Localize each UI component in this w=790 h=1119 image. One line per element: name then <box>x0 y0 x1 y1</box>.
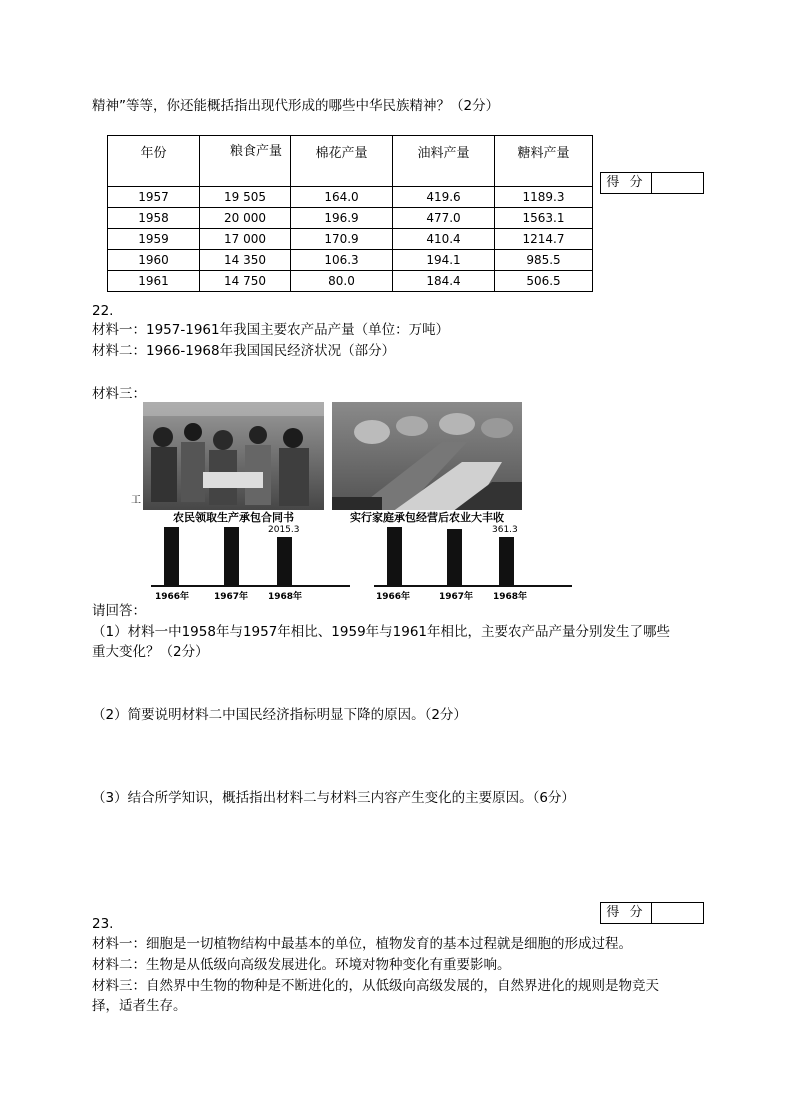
table-cell: 477.0 <box>393 208 495 229</box>
table-cell: 184.4 <box>393 271 495 292</box>
header-cotton: 棉花产量 <box>291 136 393 187</box>
q23-material3-line2: 择，适者生存。 <box>92 998 187 1014</box>
table-cell: 1960 <box>108 250 200 271</box>
chart-left-ylabel: 工 <box>131 495 141 506</box>
photo-harvest <box>332 402 522 526</box>
table-cell: 194.1 <box>393 250 495 271</box>
header-sugar: 糖料产量 <box>495 136 593 187</box>
table-cell: 1958 <box>108 208 200 229</box>
chart-left-axis <box>151 585 350 587</box>
table-cell: 80.0 <box>291 271 393 292</box>
q23-material2: 材料二：生物是从低级向高级发展进化。环境对物种变化有重要影响。 <box>92 957 511 973</box>
q22-number: 22. <box>92 303 114 319</box>
table-row <box>108 250 593 271</box>
table-row <box>108 208 593 229</box>
table-cell: 14 350 <box>200 250 291 271</box>
table-row <box>108 271 593 292</box>
table-cell: 1214.7 <box>495 229 593 250</box>
chart-left-value-1968: 2015.3 <box>268 525 300 535</box>
score-label: 得 分 <box>601 173 652 193</box>
table-cell: 106.3 <box>291 250 393 271</box>
photo-right-caption: 实行家庭承包经营后农业大丰收 <box>332 510 522 526</box>
table-cell: 985.5 <box>495 250 593 271</box>
table-cell: 410.4 <box>393 229 495 250</box>
score-label: 得 分 <box>601 903 652 923</box>
header-grain: 粮食产量 <box>200 136 291 187</box>
q22-sub3: （3）结合所学知识，概括指出材料二与材料三内容产生变化的主要原因。（6分） <box>92 790 575 806</box>
table-cell: 1961 <box>108 271 200 292</box>
please-answer: 请回答： <box>92 603 146 619</box>
chart-left-tick-1966: 1966年 <box>155 592 190 602</box>
score-input[interactable] <box>652 903 703 923</box>
table-cell: 164.0 <box>291 187 393 208</box>
score-box-1 <box>600 172 704 194</box>
q23-material3-line1: 材料三：自然界中生物的物种是不断进化的，从低级向高级发展的，自然界进化的规则是物竞天 <box>92 978 659 994</box>
table-cell: 419.6 <box>393 187 495 208</box>
photo-left-caption: 农民领取生产承包合同书 <box>143 510 324 526</box>
table-cell: 170.9 <box>291 229 393 250</box>
table-row <box>108 229 593 250</box>
chart-left-bar-1967 <box>224 527 239 585</box>
chart-left-bar-1968 <box>277 537 292 585</box>
table-cell: 19 505 <box>200 187 291 208</box>
photo-contract-signing <box>143 402 324 526</box>
q22-material3: 材料三： <box>92 386 146 402</box>
q22-material1: 材料一：1957-1961年我国主要农产品产量（单位：万吨） <box>92 322 450 338</box>
chart-right-tick-1967: 1967年 <box>439 592 474 602</box>
table-cell: 17 000 <box>200 229 291 250</box>
table-cell: 1957 <box>108 187 200 208</box>
q22-sub1-line2: 重大变化？（2分） <box>92 644 209 660</box>
table-row <box>108 187 593 208</box>
photo-harvest-image <box>332 402 522 526</box>
table-cell: 14 750 <box>200 271 291 292</box>
table-cell: 1959 <box>108 229 200 250</box>
header-oil: 油料产量 <box>393 136 495 187</box>
chart-right-tick-1968: 1968年 <box>493 592 528 602</box>
table-cell: 1563.1 <box>495 208 593 229</box>
chart-right-axis <box>374 585 572 587</box>
chart-right-tick-1966: 1966年 <box>376 592 411 602</box>
q22-sub2: （2）简要说明材料二中国民经济指标明显下降的原因。（2分） <box>92 707 467 723</box>
table-cell: 506.5 <box>495 271 593 292</box>
chart-right-value-1968: 361.3 <box>492 525 518 535</box>
q22-material2: 材料二：1966-1968年我国国民经济状况（部分） <box>92 343 396 359</box>
chart-right-bar-1966 <box>387 527 402 585</box>
q23-number: 23. <box>92 916 114 932</box>
header-year: 年份 <box>108 136 200 187</box>
score-input[interactable] <box>652 173 703 193</box>
table-cell: 20 000 <box>200 208 291 229</box>
table-cell: 1189.3 <box>495 187 593 208</box>
table-header-row <box>108 136 593 187</box>
agri-output-table <box>107 135 593 292</box>
chart-right-bar-1967 <box>447 529 462 585</box>
chart-right-bar-1968 <box>499 537 514 585</box>
photo-contract-image <box>143 402 324 526</box>
chart-left-bar-1966 <box>164 527 179 585</box>
table-cell: 196.9 <box>291 208 393 229</box>
chart-left-tick-1967: 1967年 <box>214 592 249 602</box>
q23-material1: 材料一：细胞是一切植物结构中最基本的单位，植物发育的基本过程就是细胞的形成过程。 <box>92 936 632 952</box>
chart-left-tick-1968: 1968年 <box>268 592 303 602</box>
intro-question-line: 精神”等等，你还能概括指出现代形成的哪些中华民族精神？（2分） <box>92 98 500 114</box>
q22-sub1-line1: （1）材料一中1958年与1957年相比、1959年与1961年相比，主要农产品产量分别发生了哪些 <box>92 624 671 640</box>
score-box-2 <box>600 902 704 924</box>
